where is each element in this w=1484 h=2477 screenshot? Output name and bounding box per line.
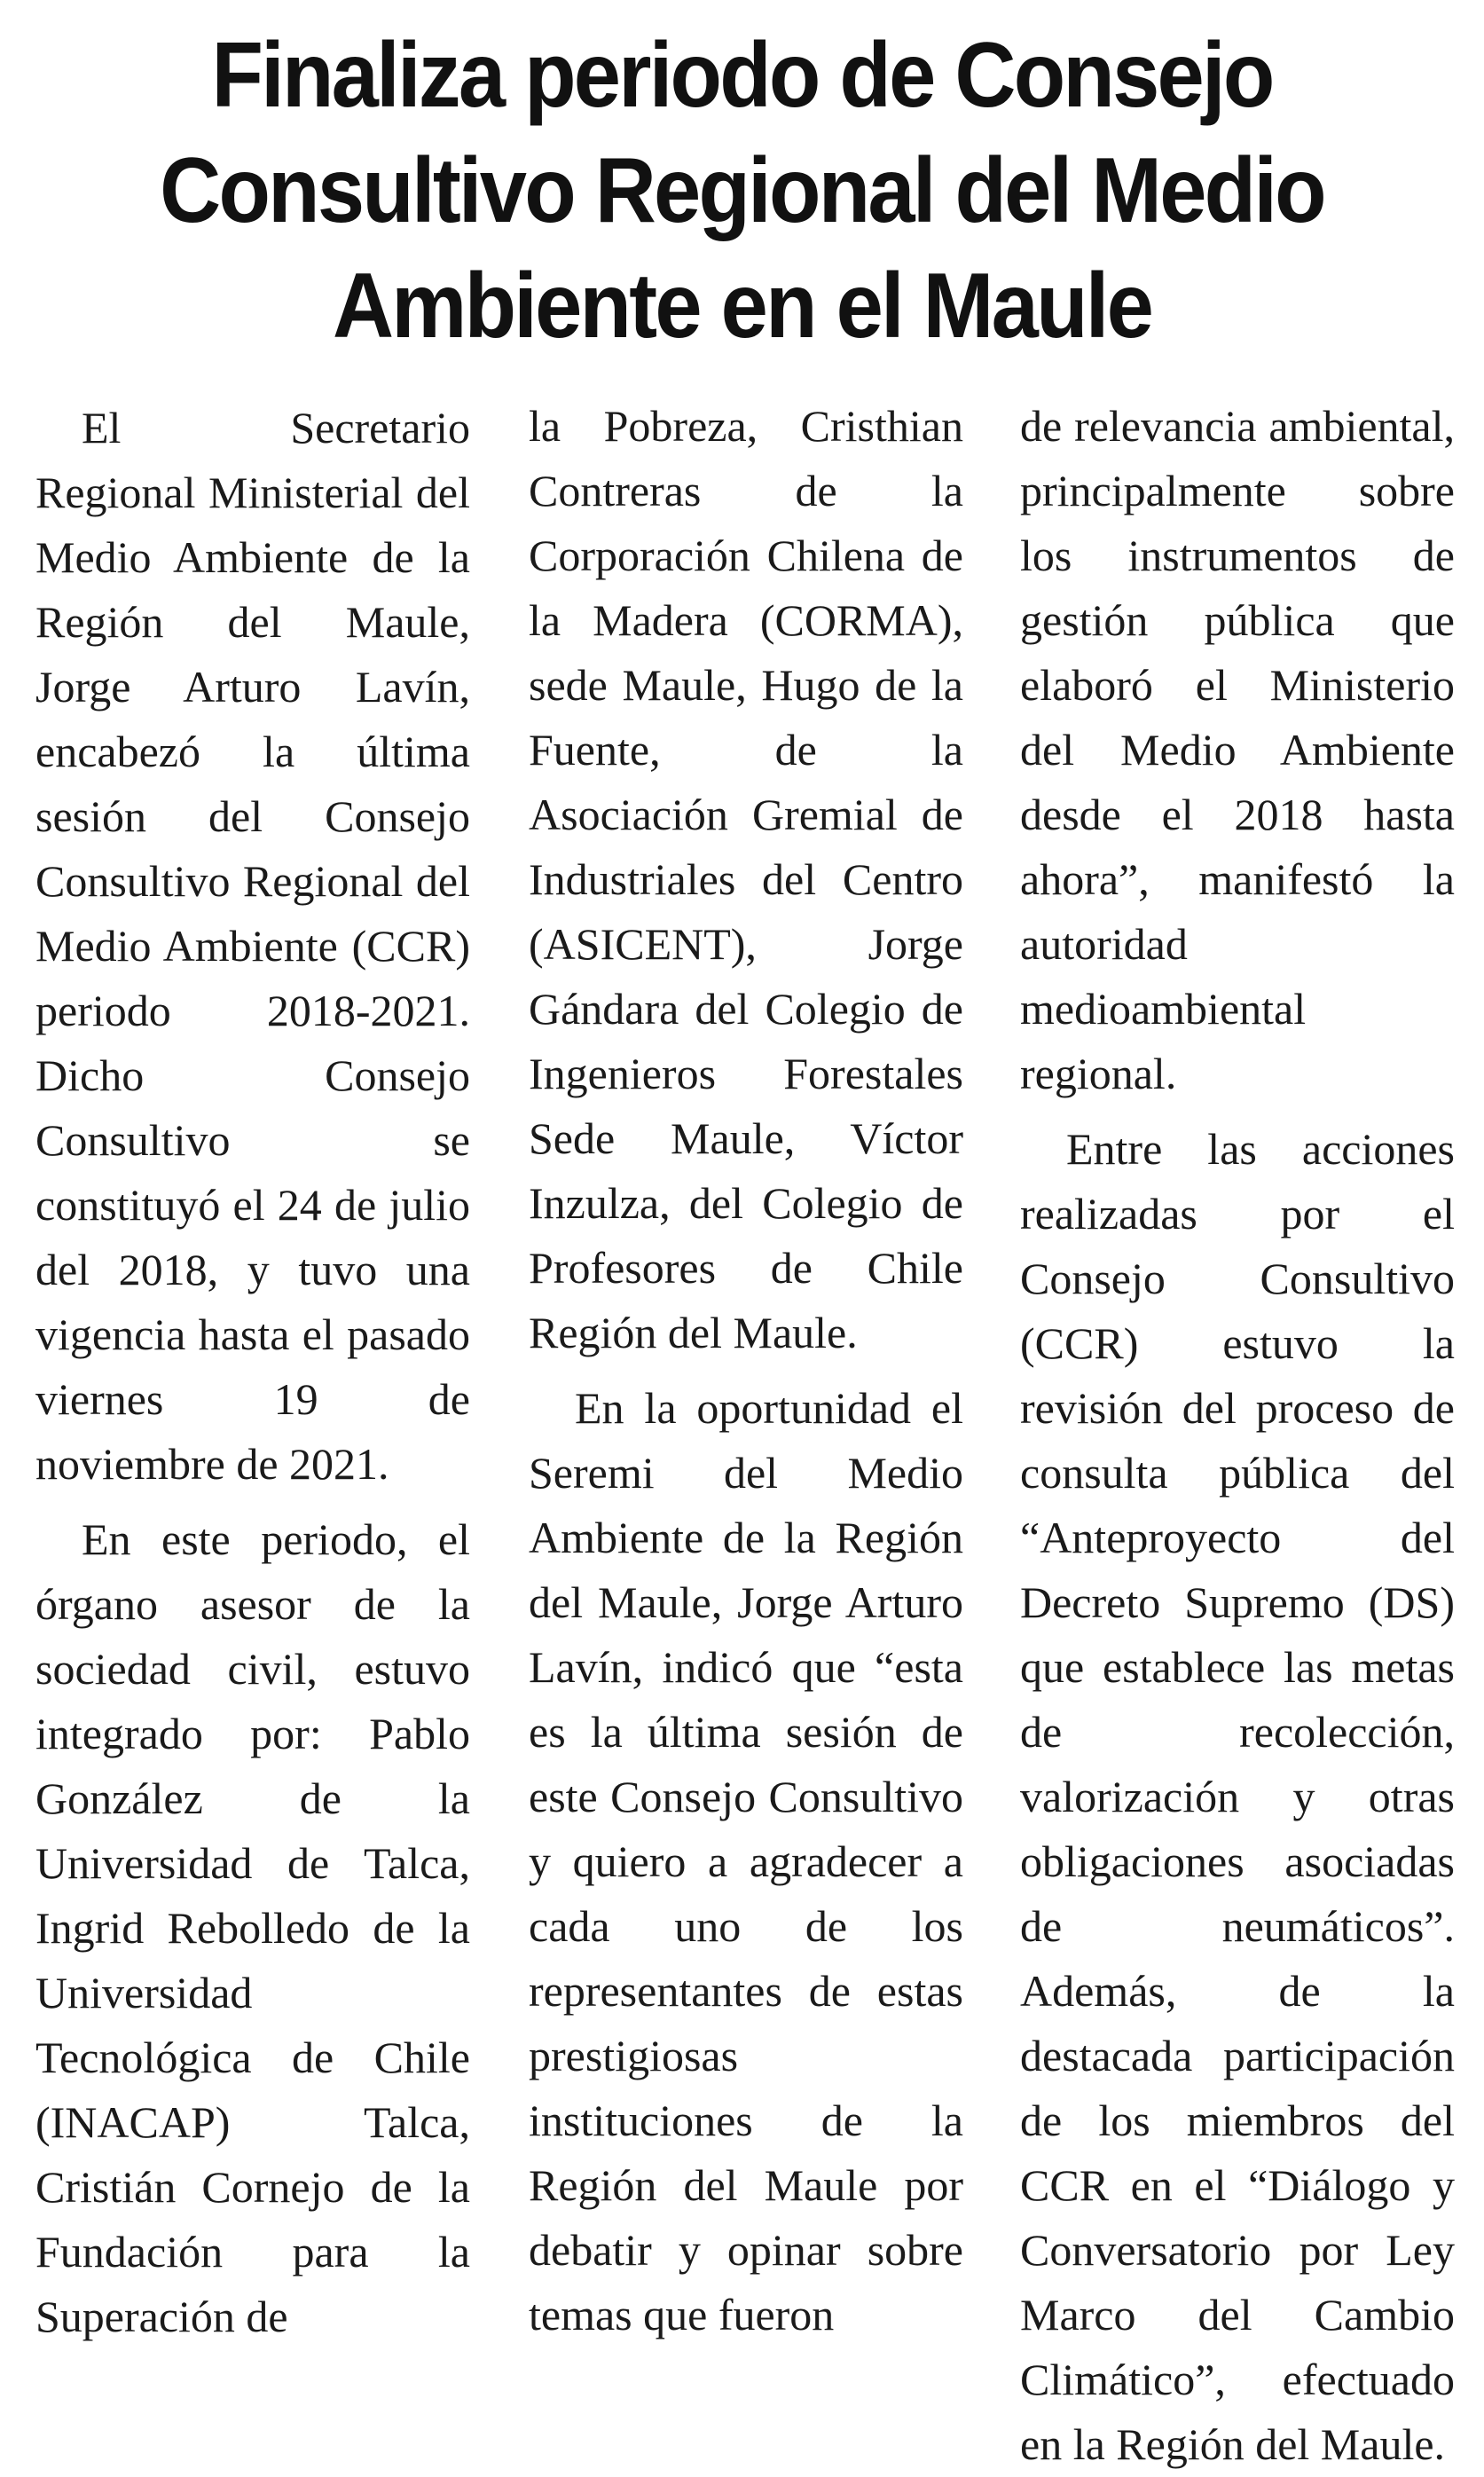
article-column-3 [1020, 394, 1455, 2477]
column-2-paragraph-1: la Pobreza, Cristhian Contreras de la Corporación Chilena de la Madera (CORMA), sede Maule, Hugo de la Fuente, de la Asociación Gremial de Industriales del Centro (ASICENT), Jorge Gándara del Colegio de Ingenieros Forestales Sede Maule, Víctor Inzulza, del Colegio de Profesores de Chile Región del Maule. [529, 401, 963, 1357]
column-2-paragraph-2: En la oportunidad el Seremi del Medio Ambiente de la Región del Maule, Jorge Arturo Lavín, indicó que “esta es la última sesión de este Consejo Consultivo y quiero a agradecer a cada uno de los representantes de estas prestigiosas instituciones de la Región del Maule por debatir y opinar sobre temas que fueron [529, 1383, 963, 2339]
column-1-paragraph-1: El Secretario Regional Ministerial del Medio Ambiente de la Región del Maule, Jorge Arturo Lavín, encabezó la última sesión del Consejo Consultivo Regional del Medio Ambiente (CCR) periodo 2018-2021. Dicho Consejo Consultivo se constituyó el 24 de julio del 2018, y tuvo una vigencia hasta el pasado viernes 19 de noviembre de 2021. [35, 403, 470, 1489]
column-3-paragraph-1: de relevancia ambiental, principalmente sobre los instrumentos de gestión pública que elaboró el Ministerio del Medio Ambiente desde el 2018 hasta ahora”, manifestó la autoridad medioambiental regional. [1020, 401, 1455, 1098]
headline-line-2: Consultivo Regional del Medio [160, 139, 1324, 242]
headline-line-3: Ambiente en el Maule [332, 255, 1152, 358]
column-3-paragraph-2: Entre las acciones realizadas por el Consejo Consultivo (CCR) estuvo la revisión del proceso de consulta pública del “Anteproyecto del Decreto Supremo (DS) que establece las metas de recolección, valorización y otras obligaciones asociadas de neumáticos”. Además, de la destacada participación de los miembros del CCR en el “Diálogo y Conversatorio por Ley Marco del Cambio Climático”, efectuado en la Región del Maule. [1020, 1124, 1455, 2469]
article-column-2 [529, 394, 963, 2347]
article-column-1 [35, 396, 470, 2349]
column-1-paragraph-2: En este periodo, el órgano asesor de la sociedad civil, estuvo integrado por: Pablo González de la Universidad de Talca, Ingrid Rebolledo de la Universidad Tecnológica de Chile (INACAP) Talca, Cristián Cornejo de la Fundación para la Superación de [35, 1514, 470, 2341]
article-headline [92, 18, 1393, 364]
headline-line-1: Finaliza periodo de Consejo [211, 24, 1273, 127]
